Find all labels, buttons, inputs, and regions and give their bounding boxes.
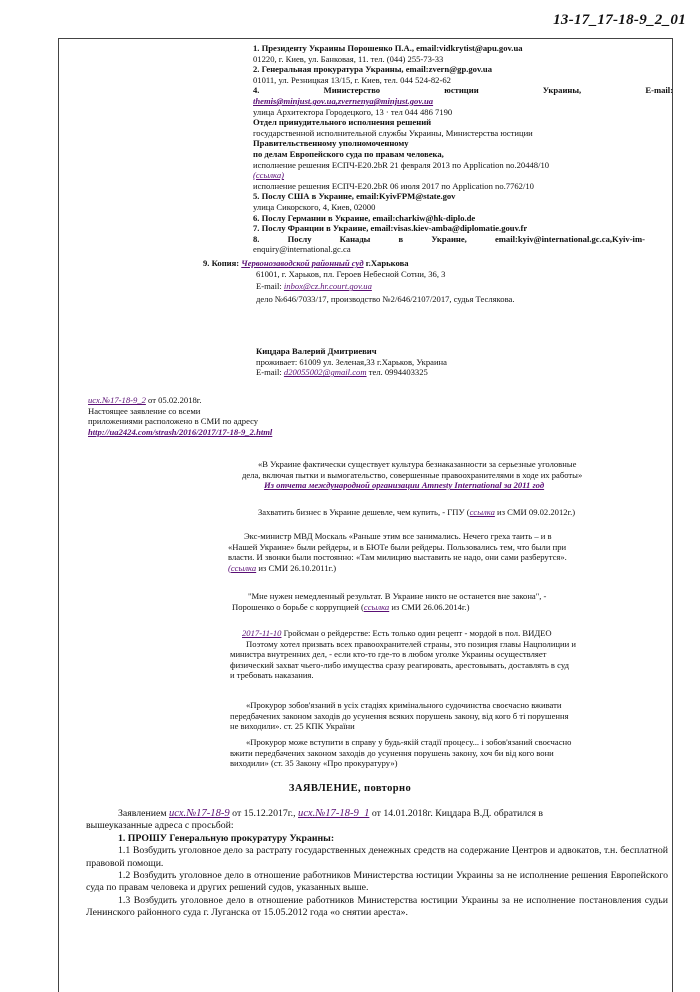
addressee-line: 8. Послу Канады в Украине, email:kyiv@international.gc.ca,Kyiv-im-	[253, 233, 645, 244]
addressee-line: 4. Министерство юстиции Украины, E-mail:	[253, 85, 674, 96]
court-email-label: E-mail:	[256, 281, 284, 292]
sender-block	[256, 346, 616, 378]
quote-line: «Нашей Украине» были рейдеры, и в БЮТе были рейдеры. Пользовались тем, что были при	[228, 541, 567, 552]
addressee-line: 2. Генеральная прокуратура Украины, email:zvern@gp.gov.ua	[253, 64, 493, 75]
quote-tail: из СМИ 09.02.2012г.)	[494, 507, 576, 517]
addressee-line: исполнение решения ЕСПЧ-Е20.2bR 21 февраля 2013 по Application no.20448/10	[253, 159, 550, 170]
ref-line: приложениями расположено в СМИ по адресу	[88, 416, 259, 427]
reference-block	[88, 395, 388, 437]
sender-email-label: E-mail:	[256, 367, 284, 378]
quote-kpk	[230, 700, 610, 732]
quote-line: «В Украине фактически существует культура безнаказанности за серьезные уголовные	[258, 459, 577, 469]
quote-line: вжити передбачених законом заходів до усунення порушень закону, хоч би від кого вони	[230, 747, 554, 758]
document-id: 13-17_17-18-9_2_01	[553, 12, 686, 28]
sender-address: проживает: 61009 ул. Зеленая,33 г.Харьков, Украина	[256, 356, 447, 367]
sender-email-link[interactable]: d20055002@gmail.com	[283, 367, 367, 378]
ref2-link[interactable]: исх.№17-18-9_1	[298, 808, 370, 819]
addressee-line: улица Сикорского, 4, Киев, 02000	[253, 201, 376, 212]
quote-amnesty	[242, 459, 604, 491]
source-link[interactable]: (ссылка	[228, 562, 257, 573]
quote-tail: из СМИ 26.10.2011г.)	[256, 562, 337, 573]
statement-body	[86, 808, 668, 920]
addressee-line: 01220, г. Киев, ул. Банковая, 11. тел. (044) 255-73-33	[253, 53, 444, 64]
addressee-line: 01011, ул. Резницкая 13/15, г. Киев, тел. 044 524-82-62	[253, 74, 451, 85]
ref1-link[interactable]: исх.№17-18-9	[168, 808, 230, 819]
body-text: от 14.01.2018г. Кицдара В.Д. обратился в	[369, 808, 544, 819]
body-text: от 15.12.2017г.,	[229, 808, 299, 819]
request-heading: 1. ПРОШУ Генеральную прокуратуру Украины:	[118, 832, 335, 844]
quote-line: Захватить бизнес в Украине дешевле, чем купить, - ГПУ (	[258, 507, 470, 517]
quote-line: «Прокурор зобов'язаний в усіх стадіях кримінального судочинства своєчасно вживати	[246, 700, 562, 710]
quote-pre: Порошенко о борьбе с коррупцией (	[232, 601, 364, 612]
document-title: ЗАЯВЛЕНИЕ, повторно	[288, 783, 412, 794]
groysman-date-link[interactable]: 2017-11-10	[242, 628, 282, 638]
amnesty-source-link[interactable]: Из отчета международной организации Amnesty International за 2011 год	[264, 480, 545, 491]
addressee-block	[253, 43, 674, 255]
addressee-line: исполнение решения ЕСПЧ-Е20.2bR 06 июля 2017 по Application no.7762/10	[253, 180, 534, 191]
addressee-line: улица Архитектора Городецкого, 13 · тел 044 486 7190	[253, 106, 453, 117]
addressee-line: enquiry@international.gc.ca	[253, 244, 351, 255]
ref-url-link[interactable]: http://ua2424.com/strash/2016/2017/17-18-9_2.html	[88, 426, 273, 437]
request-item: 1.2 Возбудить уголовное дело в отношение работников Министерства юстиции Украины за не исполнение решения Европейского суда по правам человека и других решений судов, указанных выше.	[86, 870, 668, 894]
addressee-line: Правительственному уполномоченному	[253, 138, 409, 149]
addressee-line: 6. Послу Германии в Украине, email:charkiw@hk-diplo.de	[253, 212, 476, 223]
quote-line: физический захват чьего-либо имущества сразу реагировать, арестовывать, доставлять в суд	[230, 659, 569, 670]
addressee-line: 5. Послу США в Украине, email:KyivFPM@state.gov	[253, 191, 456, 202]
quote-groysman	[230, 628, 610, 681]
addressee-line: 1. Президенту Украины Порошенко П.А., email:vidkrytist@apu.gov.ua	[253, 43, 523, 53]
request-item: 1.3 Возбудить уголовное дело в отношение работников Министерства юстиции Украины за не исполнение постановления судьи Ленинского районного суда г. Луганска от 15.05.2012 года «о снятии ареста».	[86, 894, 668, 919]
quote-line: Поэтому хотел призвать всех правоохранителей страны, это позиция главы Нацполиции и	[246, 638, 576, 649]
quote-line: виходили» (ст. 35 Закону «Про прокуратуру»)	[230, 758, 398, 769]
court-address: 61001, г. Харьков, пл. Героев Небесной Сотни, 36, 3	[256, 268, 446, 279]
sender-name: Кицдара Валерий Дмитриевич	[256, 346, 377, 356]
quote-line: дела, включая пытки и вымогательство, совершенные правоохранителями в ходе их работы»	[242, 469, 583, 480]
court-city: г.Харькова	[363, 258, 409, 268]
court-email-link[interactable]: inbox@cz.hr.court.gov.ua	[283, 281, 372, 292]
quote-line: «Прокурор може вступити в справу у будь-якій стадії процесу... і зобов'язаний своєчасно	[246, 737, 572, 747]
quote-gpu	[258, 507, 608, 518]
ref-number-link[interactable]: исх.№17-18-9_2	[88, 395, 146, 405]
addressee-line: по делам Европейского суда по правам человека,	[253, 148, 444, 159]
quote-head: Гройсман о рейдерстве: Есть только один рецепт - мордой в пол. ВИДЕО	[281, 628, 552, 638]
court-link[interactable]: Червонозаводской районный суд	[241, 258, 364, 268]
minjust-email-link[interactable]: themis@minjust.gov.ua,zvernenya@minjust.gov.ua	[253, 95, 434, 106]
request-item: 1.1 Возбудить уголовное дело за растрату государственных денежных средств на содержание Центров и адвокатов, т.н. бесплатной правовой помощи.	[86, 845, 668, 869]
addressee-line: государственной исполнительной службы Украины, Министерства юстиции	[253, 127, 533, 138]
ref-line: Настоящее заявление со всеми	[88, 405, 201, 416]
addressee-line: Отдел принудительного исполнения решений	[253, 117, 432, 128]
quote-line: передбачених законом заходів до усунення всяких порушень закону, від кого б ті порушення	[230, 710, 569, 721]
source-link[interactable]: ссылка	[469, 507, 495, 517]
body-text: вышеуказанные адреса с просьбой:	[86, 820, 234, 832]
quote-line: не виходили». ст. 25 КПК України	[230, 721, 355, 732]
copy-block	[203, 258, 623, 304]
quote-poroshenko	[232, 591, 606, 612]
quote-line: и требовать наказания.	[230, 670, 314, 681]
quote-tail: из СМИ 26.06.2014г.)	[389, 601, 470, 612]
addressee-line: 7. Послу Франции в Украине, email:visas.kiev-amba@diplomatie.gouv.fr	[253, 223, 528, 234]
source-link[interactable]: ссылка	[363, 601, 390, 612]
sender-phone: тел. 0994403325	[366, 367, 428, 378]
echr-link[interactable]: (ссылка)	[253, 170, 285, 181]
quote-line: власти. И звонки были постоянно: «Там милицию выставить не надо, они сами разберутся».	[228, 552, 567, 563]
body-text: Заявлением	[118, 808, 169, 819]
quote-moskal	[228, 531, 606, 573]
copy-label: 9. Копия:	[203, 258, 240, 268]
quote-prosecution-law	[230, 737, 610, 769]
quote-line: министра внутренних дел, - если кто-то где-то в любом уголке Украины осуществляет	[230, 649, 547, 660]
case-number: дело №646/7033/17, производство №2/646/2107/2017, судья Теслякова.	[256, 293, 515, 304]
ref-date: от 05.02.2018г.	[145, 395, 202, 405]
quote-line: "Мне нужен немедленный результат. В Украине никто не останется вне закона", -	[248, 591, 547, 601]
quote-line: Экс-министр МВД Москаль «Раньше этим все занимались. Нечего греха таить – и в	[244, 531, 552, 541]
